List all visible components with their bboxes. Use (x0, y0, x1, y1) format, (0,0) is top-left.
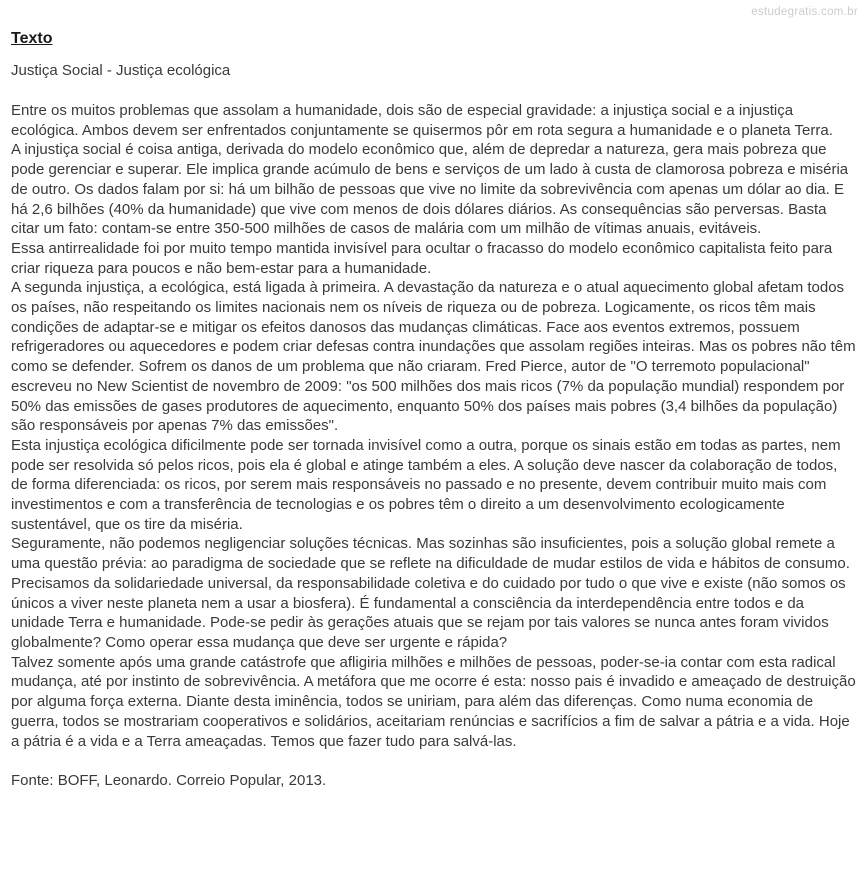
site-watermark: estudegratis.com.br (751, 6, 858, 18)
paragraph: Seguramente, não podemos negligenciar soluções técnicas. Mas sozinhas são insuficientes, pois a solução global remete a uma questão prévia: ao paradigma de sociedade que se reflete na dificuldade de mudar estilos de vida e hábitos de consumo. Precisamos da solidariedade universal, da responsabilidade coletiva e do cuidado por tudo o que vive e existe (não somos os únicos a viver neste planeta nem a usar a biosfera). É fundamental a consciência da interdependência entre todos e da unidade Terra e humanidade. Pode-se pedir às gerações atuais que se rejam por tais valores se nunca antes foram vividos globalmente? Como operar essa mudança que deve ser urgente e rápida? (11, 535, 850, 651)
paragraph: A injustiça social é coisa antiga, derivada do modelo econômico que, além de depredar a natureza, gera mais pobreza que pode gerenciar e superar. Ele implica grande acúmulo de bens e serviços de um lado à custa de clamorosa pobreza e miséria de outro. Os dados falam por si: há um bilhão de pessoas que vive no limite da sobrevivência com apenas um dólar ao dia. E há 2,6 bilhões (40% da humanidade) que vive com menos de dois dólares diários. As consequências são perversas. Basta citar um fato: contam-se entre 350-500 milhões de casos de malária com um milhão de vítimas anuais, evitáveis. (11, 141, 849, 238)
source-citation: Fonte: BOFF, Leonardo. Correio Popular, 2013. (11, 772, 327, 790)
paragraph: Talvez somente após uma grande catástrofe que afligiria milhões e milhões de pessoas, poder-se-ia contar com esta radical mudança, até por instinto de sobrevivência. A metáfora que me ocorre é esta: nosso pais é invadido e ameaçado de destruição por alguma força externa. Diante desta iminência, todos se uniriam, para além das diferenças. Como numa economia de guerra, todos se mostrariam cooperativos e solidários, aceitariam renúncias e sacrifícios a fim de salvar a pátria e a vida. Hoje a pátria é a vida e a Terra ameaçadas. Temos que fazer tudo para salvá-las. (11, 653, 856, 750)
paragraph: A segunda injustiça, a ecológica, está ligada à primeira. A devastação da natureza e o atual aquecimento global afetam todos os países, não respeitando os limites nacionais nem os níveis de riqueza ou de pobreza. Logicamente, os ricos têm mais condições de adaptar-se e mitigar os efeitos danosos das mudanças climáticas. Face aos eventos extremos, possuem refrigeradores ou aquecedores e podem criar defesas contra inundações que assolam regiões inteiras. Mas os pobres não têm como se defender. Sofrem os danos de um problema que não criaram. Fred Pierce, autor de "O terremoto populacional" escreveu no New Scientist de novembro de 2009: "os 500 milhões dos mais ricos (7% da população mundial) respondem por 50% das emissões de gases produtores de aquecimento, enquanto 50% dos países mais pobres (3,4 bilhões da população) são responsáveis por apenas 7% das emissões". (11, 279, 856, 435)
article-title: Justiça Social - Justiça ecológica (11, 62, 231, 79)
paragraph: Essa antirrealidade foi por muito tempo mantida invisível para ocultar o fracasso do modelo econômico capitalista feito para criar riqueza para poucos e não bem-estar para a humanidade. (11, 239, 833, 277)
paragraph: Entre os muitos problemas que assolam a humanidade, dois são de especial gravidade: a injustiça social e a injustiça ecológica. Ambos devem ser enfrentados conjuntamente se quisermos pôr em rota segura a humanidade e o planeta Terra. (11, 102, 833, 139)
page-title: Texto (11, 30, 53, 47)
article-body (11, 101, 856, 751)
paragraph: Esta injustiça ecológica dificilmente pode ser tornada invisível como a outra, porque os sinais estão em todas as partes, nem pode ser resolvida só pelos ricos, pois ela é global e atinge também a eles. A solução deve nascer da colaboração de todos, de forma diferenciada: os ricos, por serem mais responsáveis no passado e no presente, devem contribuir muito mais com investimentos e com a transferência de tecnologias e os pobres têm o direito a um desenvolvimento ecologicamente sustentável, que os tire da miséria. (11, 436, 841, 533)
